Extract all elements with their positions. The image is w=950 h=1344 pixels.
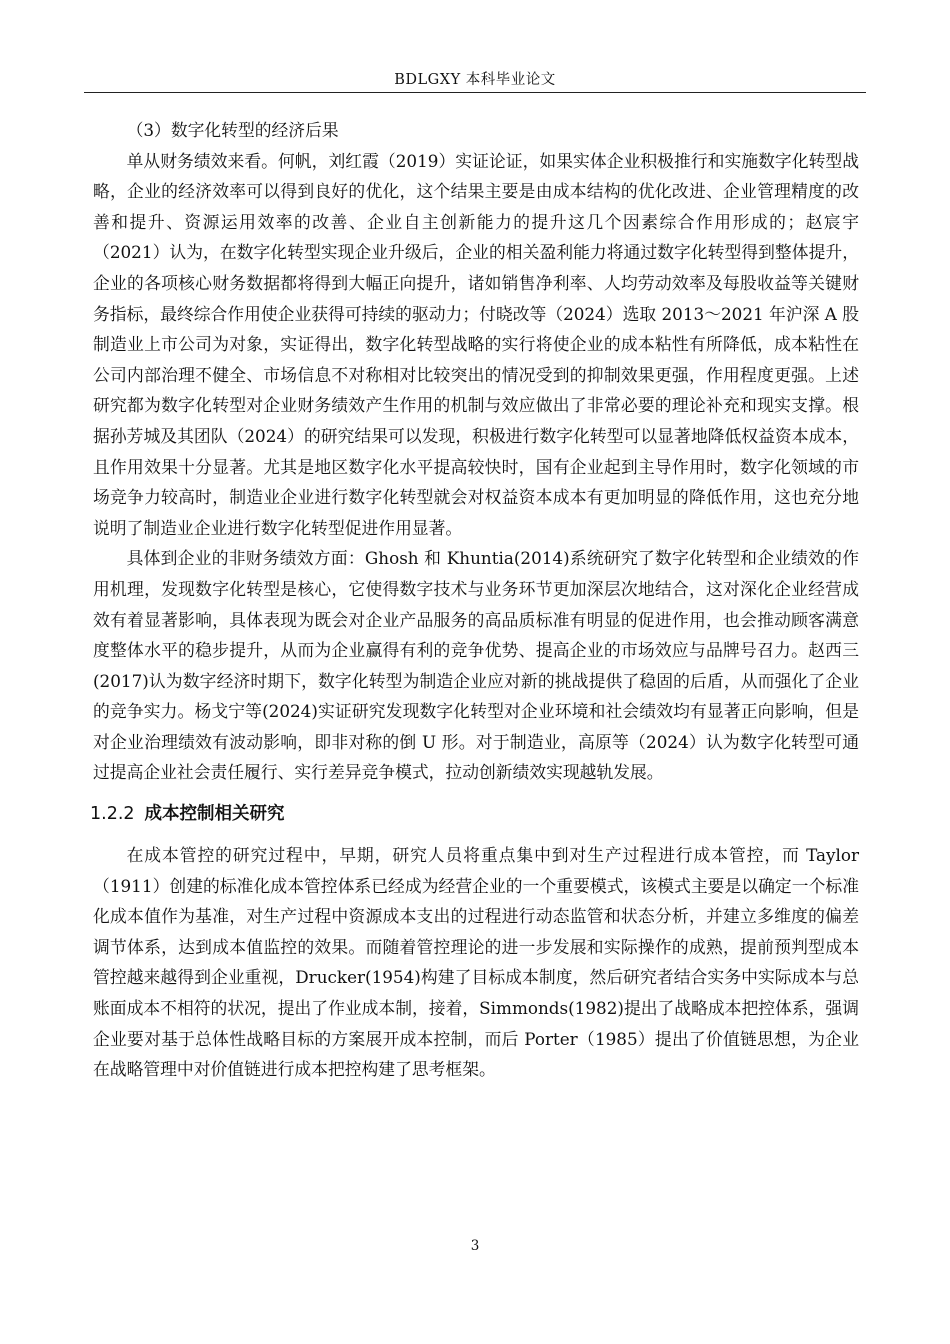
section-number: 1.2.2 — [90, 804, 135, 825]
paragraph-financial-performance: 单从财务绩效来看。何帆，刘红霞（2019）实证论证，如果实体企业积极推行和实施数字化转型战略，企业的经济效率可以得到良好的优化，这个结果主要是由成本结构的优化改进、企业管理精度的改善和提升、资源运用效率的改善、企业自主创新能力的提升这几个因素综合作用形成的；赵宸宇（2021）认为，在数字化转型实现企业升级后，企业的相关盈利能力将通过数字化转型得到整体提升，企业的各项核心财务数据都将得到大幅正向提升，诸如销售净利率、人均劳动效率及每股收益等关键财务指标，最终综合作用使企业获得可持续的驱动力；付晓改等（2024）选取 2013～2021 年沪深 A 股制造业上市公司为对象，实证得出，数字化转型战略的实行将使企业的成本粘性有所降低，成本粘性在公司内部治理不健全、市场信息不对称相对比较突出的情况受到的抑制效果更强，作用程度更强。上述研究都为数字化转型对企业财务绩效产生作用的机制与效应做出了非常必要的理论补充和现实支撑。根据孙芳城及其团队（2024）的研究结果可以发现，积极进行数字化转型可以显著地降低权益资本成本，且作用效果十分显著。尤其是地区数字化水平提高较快时，国有企业起到主导作用时，数字化领域的市场竞争力较高时，制造业企业进行数字化转型就会对权益资本成本有更加明显的降低作用，这也充分地说明了制造业企业进行数字化转型促进作用显著。 — [93, 150, 859, 538]
section-heading — [90, 800, 859, 828]
subsection-title: （3）数字化转型的经济后果 — [126, 120, 339, 140]
paragraph-cost-control: 在成本管控的研究过程中，早期，研究人员将重点集中到对生产过程进行成本管控，而 Taylor（1911）创建的标准化成本管控体系已经成为经营企业的一个重要模式，该模式主要是以确定一个标准化成本值作为基准，对生产过程中资源成本支出的过程进行动态监管和状态分析，并建立多维度的偏差调节体系，达到成本值监控的效果。而随着管控理论的进一步发展和实际操作的成熟，提前预判型成本管控越来越得到企业重视，Drucker(1954)构建了目标成本制度，然后研究者结合实务中实际成本与总账面成本不相符的状况，提出了作业成本制，接着，Simmonds(1982)提出了战略成本把控体系，强调企业要对基于总体性战略目标的方案展开成本控制，而后 Porter（1985）提出了价值链思想，为企业在战略管理中对价值链进行成本把控构建了思考框架。 — [93, 845, 859, 1080]
running-header: BDLGXY 本科毕业论文 — [394, 72, 556, 88]
document-body — [90, 115, 859, 1085]
page-number: 3 — [470, 1238, 480, 1254]
section-title: 成本控制相关研究 — [144, 804, 285, 825]
paragraph-nonfinancial-performance: 具体到企业的非财务绩效方面：Ghosh 和 Khuntia(2014)系统研究了数字化转型和企业绩效的作用机理，发现数字化转型是核心，它使得数字技术与业务环节更加深层次地结合，这对深化企业经营成效有着显著影响，具体表现为既会对企业产品服务的高品质标准有明显的促进作用，也会推动顾客满意度整体水平的稳步提升，从而为企业赢得有利的竞争优势、提高企业的市场效应与品牌号召力。赵西三(2017)认为数字经济时期下，数字化转型为制造企业应对新的挑战提供了稳固的后盾，从而强化了企业的竞争实力。杨戈宁等(2024)实证研究发现数字化转型对企业环境和社会绩效均有显著正向影响，但是对企业治理绩效有波动影响，即非对称的倒 U 形。对于制造业，高原等（2024）认为数字化转型可通过提高企业社会责任履行、实行差异竞争模式，拉动创新绩效实现越轨发展。 — [93, 548, 859, 783]
header-divider — [84, 92, 866, 93]
